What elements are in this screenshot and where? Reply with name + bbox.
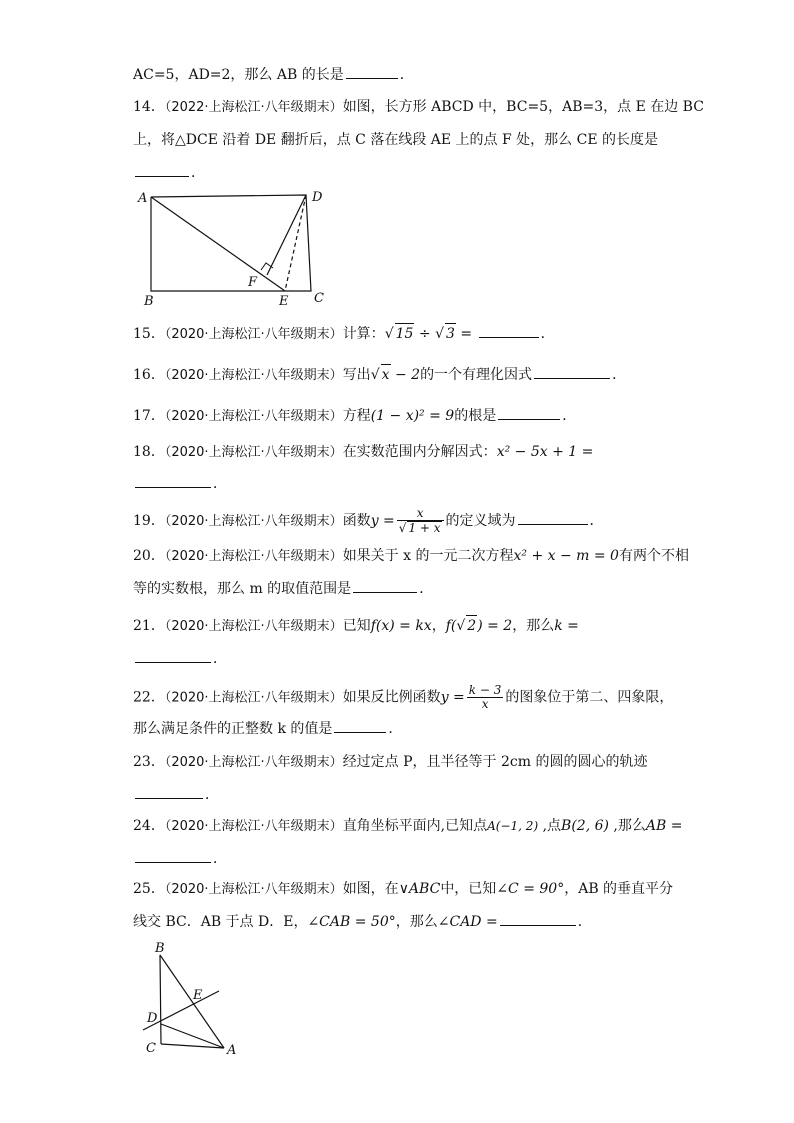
q25-text1c: ，AB 的垂直平分: [564, 881, 674, 897]
q15-text: 计算：: [342, 326, 385, 342]
q19-text2: 的定义域为: [445, 513, 516, 529]
q22-line2: [133, 718, 393, 739]
q14-number: 14．: [133, 99, 165, 115]
q19-denominator: √ 1 + x: [398, 521, 441, 535]
q17-end: ．: [562, 408, 577, 424]
q24-point-b: B(2, 6): [561, 818, 609, 834]
q16-answer-blank[interactable]: [534, 364, 610, 379]
q17-number: 17．: [133, 408, 165, 424]
q19-radicand: 1 + x: [408, 521, 441, 535]
q14-label-f: F: [248, 275, 258, 290]
q19-numerator: x: [397, 507, 444, 521]
q24-text: 直角坐标平面内,已知点: [342, 818, 488, 834]
q14-rectangle-figure: [130, 185, 340, 310]
q15-operator: ÷: [414, 326, 436, 342]
q16-minus: − 2: [390, 367, 421, 383]
q15-source: （2020·上海松江·八年级期末）: [164, 327, 343, 342]
q21-radicand: 2: [466, 615, 477, 636]
q20-source: （2020·上海松江·八年级期末）: [164, 549, 343, 564]
q16-text: 写出: [342, 367, 371, 383]
q18-line1: [133, 442, 593, 463]
q18-source: （2020·上海松江·八年级期末）: [164, 445, 343, 460]
q25-line2: [133, 911, 592, 932]
q21-text2: ，那么: [512, 618, 555, 634]
q14-source: （2022·上海松江·八年级期末）: [164, 100, 343, 115]
q21-k-equals: k =: [554, 618, 579, 634]
q20-line2: [133, 578, 433, 599]
q13-answer-blank[interactable]: [346, 64, 398, 79]
q24-text2: ,点: [538, 818, 562, 834]
q14-label-e: E: [279, 294, 289, 309]
q25-triangle-figure: [135, 938, 250, 1060]
q14-text2: 上，将△DCE 沿着 DE 翻折后，点 C 落在线段 AE 上的点 F 处，那么 CE 的长度是: [133, 132, 659, 148]
q15-end: ．: [540, 326, 555, 342]
q25-number: 25．: [133, 881, 165, 897]
q16-expression: √ x − 2: [371, 367, 420, 383]
q17-source: （2020·上海松江·八年级期末）: [164, 409, 343, 424]
q21-answer-blank[interactable]: [135, 648, 211, 663]
q20-end: ．: [419, 581, 434, 597]
q20-text1b: 有两个不相: [618, 548, 689, 564]
q22-text: 如果反比例函数: [342, 689, 441, 706]
q14-text1: 如图，长方形 ABCD 中，BC=5，AB=3，点 E 在边 BC: [342, 99, 704, 115]
q23-line2: [133, 784, 219, 805]
q21-condition: f(√ 2) = 2: [446, 618, 513, 634]
q23-text: 经过定点 P，且半径等于 2cm 的圆的圆心的轨迹: [342, 754, 648, 770]
q21-cond-close: ) = 2: [477, 618, 513, 634]
q21-line1: [133, 615, 579, 637]
q19-number: 19．: [133, 513, 165, 529]
q19-source: （2020·上海松江·八年级期末）: [164, 514, 343, 529]
q16-radicand: x: [381, 364, 391, 385]
q15-expression: √ 15 ÷ √ 3 =: [385, 326, 477, 342]
q14-label-c: C: [314, 291, 324, 306]
q19-text: 函数: [342, 513, 371, 529]
q21-text: 已知: [342, 618, 371, 634]
q25-angle-cad: ∠CAD =: [437, 914, 498, 930]
q22-line1: [133, 684, 673, 711]
q18-number: 18．: [133, 444, 165, 460]
q25-label-c: C: [146, 1041, 156, 1056]
q15-number: 15．: [133, 326, 165, 342]
q20-line1: [133, 546, 689, 567]
q22-text2: 的图象位于第二、四象限，: [505, 689, 674, 706]
q16-source: （2020·上海松江·八年级期末）: [164, 368, 343, 383]
q21-end: ．: [213, 651, 227, 667]
q23-answer-blank[interactable]: [135, 784, 203, 799]
q16-text2: 的一个有理化因式: [420, 367, 533, 383]
q21-source: （2020·上海松江·八年级期末）: [164, 619, 343, 634]
q21-cond-open: f(: [445, 618, 457, 634]
q22-fraction: [467, 684, 504, 711]
q24-line2: [133, 848, 227, 869]
q21-function: f(x) = kx: [370, 618, 432, 634]
q14-label-a: A: [138, 191, 148, 206]
q25-triangle: ∨ABC: [398, 881, 441, 897]
q21-line2: [133, 648, 227, 669]
q16-line: [133, 364, 626, 386]
q13-end: ．: [399, 67, 414, 83]
q20-equation: x² + x − m = 0: [513, 548, 619, 564]
q24-point-a: A(−1, 2): [487, 819, 539, 833]
q21-sep: ，: [431, 618, 446, 634]
q13-tail: [133, 64, 414, 85]
q24-text3: ,那么: [608, 818, 646, 834]
q25-text2a: 线交 BC．AB 于点 D．E，: [133, 914, 308, 930]
q25-label-e: E: [193, 988, 203, 1003]
q17-text2: 的根是: [454, 408, 497, 424]
q25-source: （2020·上海松江·八年级期末）: [164, 882, 343, 897]
q14-line3: [133, 162, 205, 183]
q22-source: （2020·上海松江·八年级期末）: [164, 690, 343, 706]
q25-label-d: D: [147, 1011, 158, 1026]
q24-ab-equals: AB =: [645, 818, 683, 834]
q22-answer-blank[interactable]: [334, 718, 386, 733]
q16-end: ．: [612, 367, 627, 383]
q24-line1: [133, 816, 682, 837]
q22-y-equals: y =: [440, 689, 465, 706]
q17-text: 方程: [342, 408, 371, 424]
q18-answer-blank[interactable]: [135, 473, 211, 488]
q22-end: .: [388, 721, 393, 737]
q15-radicand-b: 3: [445, 323, 456, 344]
q25-answer-blank[interactable]: [500, 911, 576, 926]
q25-angle-cab: ∠CAB = 50°: [307, 914, 396, 930]
q25-line1: [133, 879, 673, 900]
q18-end: ．: [213, 476, 227, 492]
q25-end: ．: [577, 914, 592, 930]
q22-denominator: x: [481, 697, 489, 711]
q20-text2: 等的实数根，那么 m 的取值范围是: [133, 581, 352, 597]
q17-answer-blank[interactable]: [498, 405, 560, 420]
q14-line1: [133, 97, 704, 118]
q25-label-a: A: [227, 1043, 237, 1058]
q18-text: 在实数范围内分解因式：: [342, 444, 497, 460]
q14-label-b: B: [144, 294, 154, 309]
q25-angle-c: ∠C = 90°: [496, 881, 565, 897]
q18-line2: [133, 473, 227, 494]
q23-line1: [133, 752, 647, 773]
q19-fraction: [397, 507, 444, 535]
q25-label-b: B: [155, 941, 165, 956]
q16-number: 16．: [133, 367, 165, 383]
q17-line: [133, 405, 576, 427]
q14-line2: [133, 130, 658, 150]
q22-text-line2: 那么满足条件的正整数 k 的值是: [133, 721, 333, 737]
q13-text: AC=5，AD=2，那么 AB 的长是: [133, 67, 344, 83]
q14-answer-blank[interactable]: [135, 162, 189, 177]
q15-answer-blank[interactable]: [479, 323, 539, 338]
q15-radicand-a: 15: [395, 323, 415, 344]
q25-text1a: 如图，在: [342, 881, 399, 897]
q23-number: 23．: [133, 754, 165, 770]
q20-text1: 如果关于 x 的一元二次方程: [342, 548, 514, 564]
q22-number: 22．: [133, 689, 165, 706]
q22-numerator: k − 3: [468, 683, 502, 697]
q25-text1b: 中，已知: [440, 881, 497, 897]
q19-y-equals: y =: [370, 513, 395, 529]
q23-end: ．: [205, 787, 219, 803]
q20-answer-blank[interactable]: [353, 578, 417, 593]
q14-end: ．: [191, 165, 205, 181]
q19-end: ．: [589, 513, 604, 529]
q23-source: （2020·上海松江·八年级期末）: [164, 755, 343, 770]
q15-equals: =: [455, 326, 477, 342]
q14-label-d: D: [312, 190, 323, 205]
q24-answer-blank[interactable]: [135, 848, 211, 863]
q19-line: [133, 507, 604, 535]
q17-equation: (1 − x)² = 9: [370, 408, 455, 424]
q25-text2b: ，那么: [395, 914, 438, 930]
q21-number: 21．: [133, 618, 165, 634]
q19-answer-blank[interactable]: [518, 510, 588, 525]
q18-expression: x² − 5x + 1 =: [496, 444, 594, 460]
q24-end: ．: [213, 851, 227, 867]
q24-number: 24．: [133, 818, 165, 834]
q15-line: [133, 323, 555, 345]
q24-source: （2020·上海松江·八年级期末）: [164, 819, 343, 834]
q20-number: 20．: [133, 548, 165, 564]
